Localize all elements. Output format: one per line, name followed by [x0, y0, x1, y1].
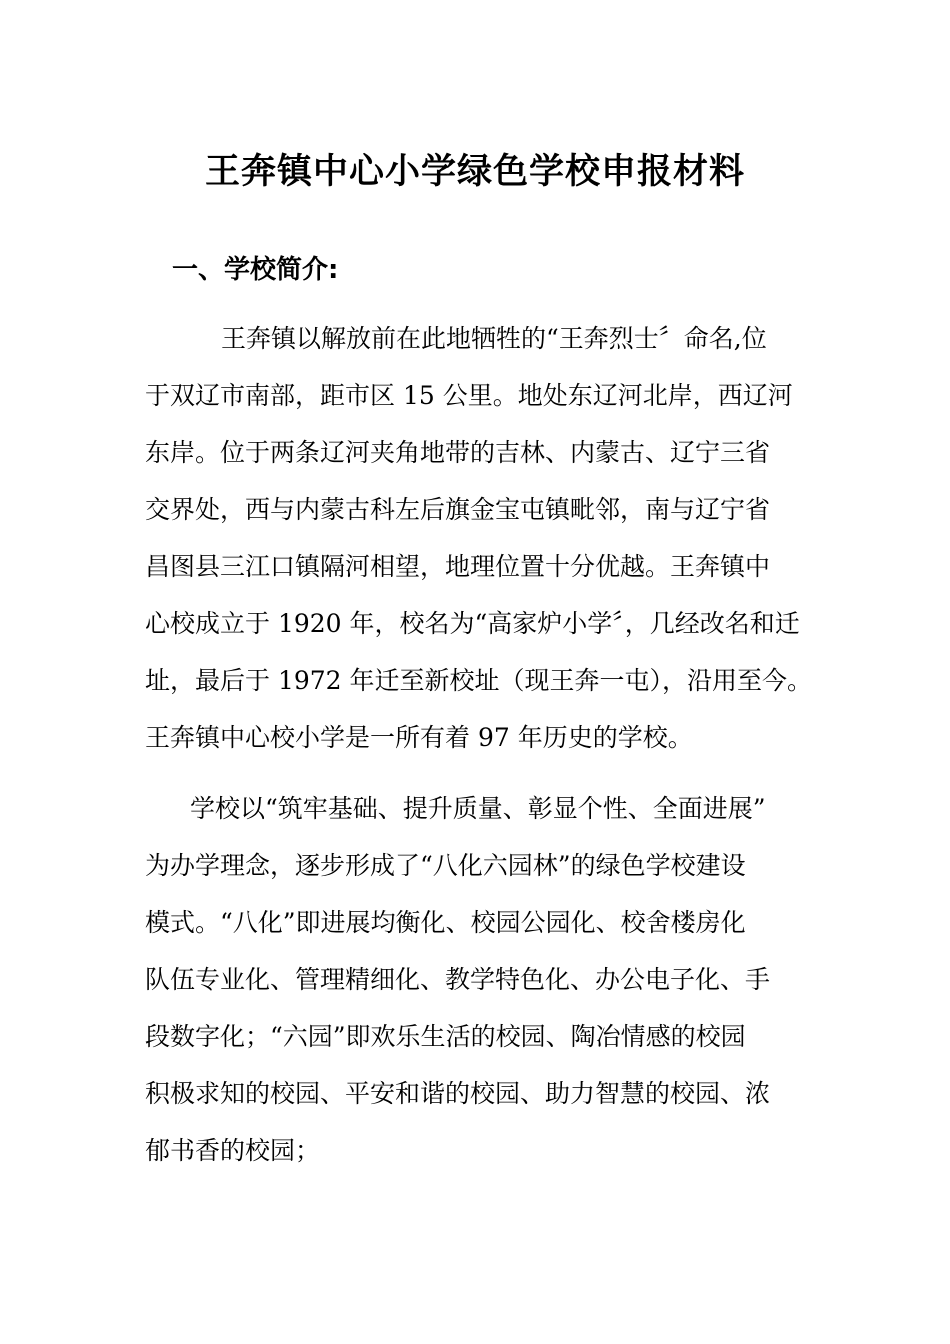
paragraph-line: 积极求知的校园、平安和谐的校园、助力智慧的校园、浓 — [145, 1079, 771, 1108]
paragraph-line: 学校以“筑牢基础、提升质量、彰显个性、全面进展” — [190, 794, 766, 823]
paragraph-line: 段数字化；“六园”即欢乐生活的校园、陶冶情感的校园 — [145, 1022, 746, 1051]
paragraph-line: 东岸。位于两条辽河夹角地带的吉林、内蒙古、辽宁三省 — [145, 438, 771, 467]
paragraph-school-intro — [145, 310, 845, 766]
paragraph-line: 为办学理念，逐步形成了“八化六园林”的绿色学校建设 — [145, 851, 746, 880]
paragraph-line: 于双辽市南部，距市区 15 公里。地处东辽河北岸，西辽河 — [145, 381, 793, 410]
paragraph-line: 队伍专业化、管理精细化、教学特色化、办公电子化、手 — [145, 965, 771, 994]
paragraph-school-philosophy — [145, 780, 845, 1179]
paragraph-line: 昌图县三江口镇隔河相望，地理位置十分优越。王奔镇中 — [145, 552, 771, 581]
paragraph-line: 模式。“八化”即进展均衡化、校园公园化、校舍楼房化 — [145, 908, 746, 937]
paragraph-line: 址，最后于 1972 年迁至新校址（现王奔一屯），沿用至今。 — [145, 666, 813, 695]
paragraph-line: 王奔镇以解放前在此地牺牲的“王奔烈士〞命名,位 — [221, 324, 767, 353]
paragraph-line: 郁书香的校园； — [145, 1136, 321, 1165]
paragraph-line: 交界处，西与内蒙古科左后旗金宝屯镇毗邻，南与辽宁省 — [145, 495, 771, 524]
paragraph-line: 王奔镇中心校小学是一所有着 97 年历史的学校。 — [145, 723, 693, 752]
section-heading: 一、学校简介: — [172, 255, 339, 285]
paragraph-line: 心校成立于 1920 年，校名为“高家炉小学〞，几经改名和迁 — [145, 609, 800, 638]
document-title: 王奔镇中心小学绿色学校申报材料 — [204, 152, 745, 192]
